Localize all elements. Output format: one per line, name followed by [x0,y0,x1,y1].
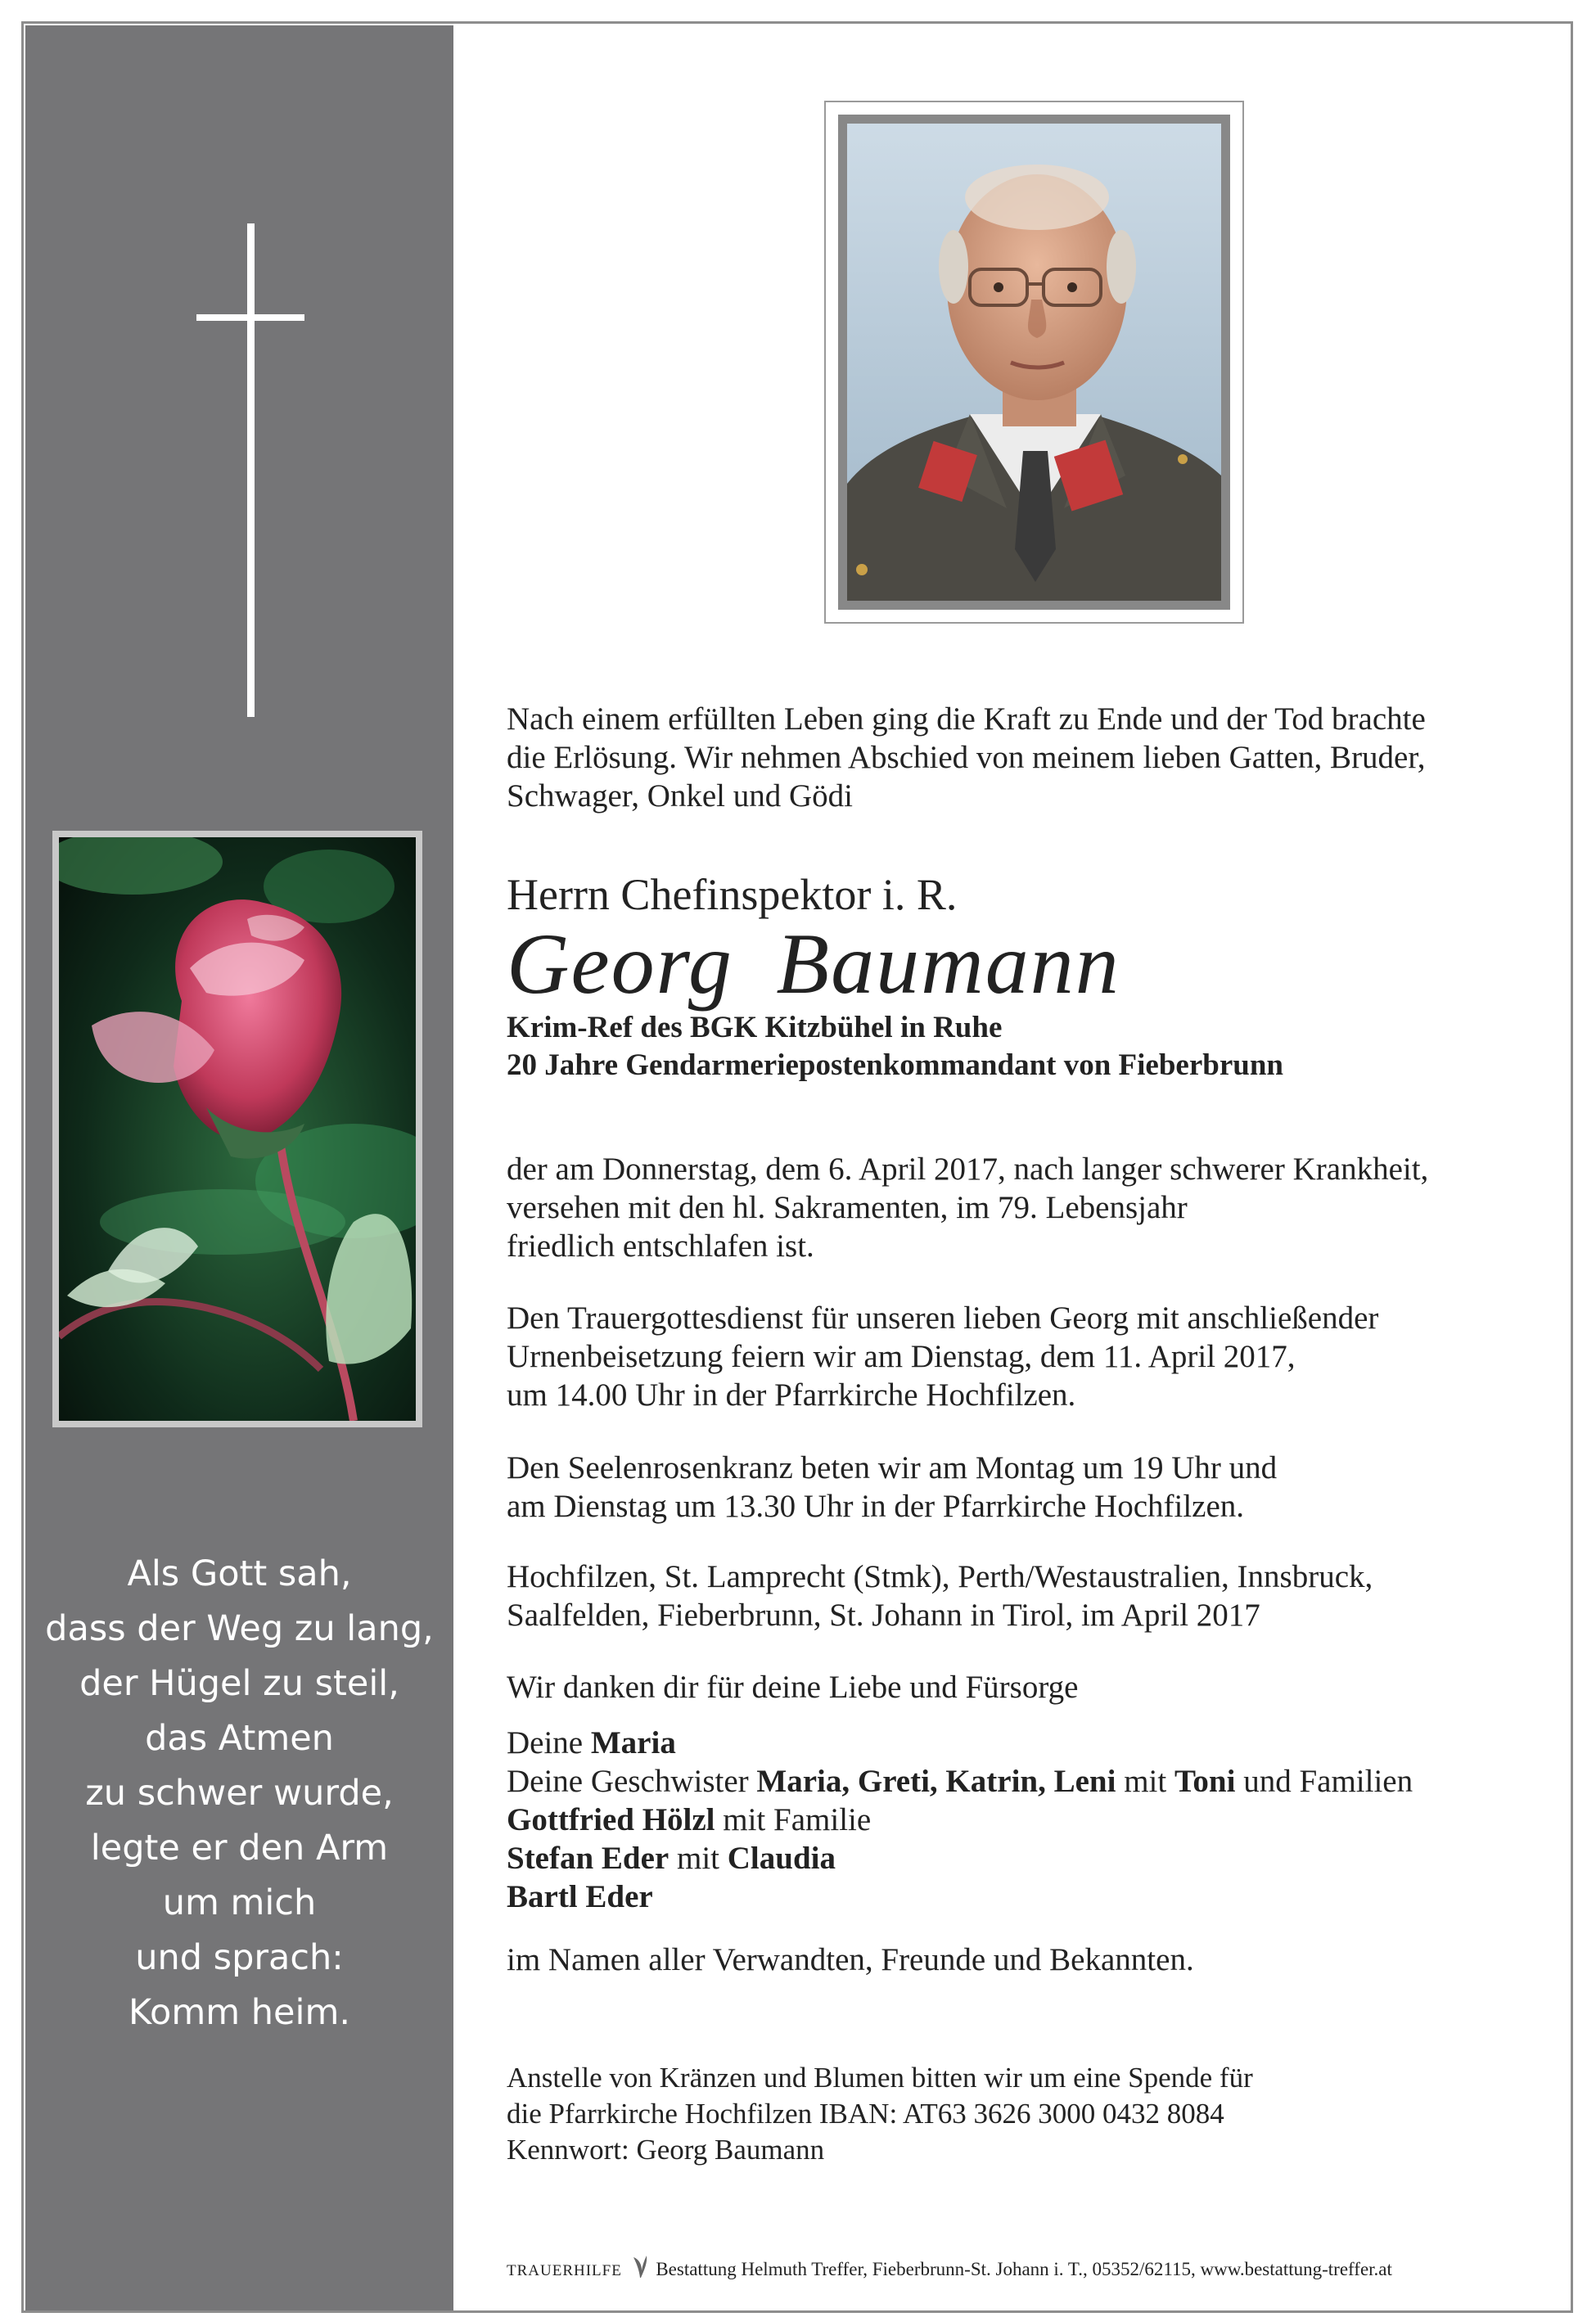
donation-line: Kennwort: Georg Baumann [507,2134,825,2166]
rosary-line: Den Seelenrosenkranz beten wir am Montag um 19 Uhr und [507,1450,1278,1485]
mourner-joiner: mit [1116,1764,1174,1799]
mourner-line [507,1839,1554,1877]
poem-line: um mich [162,1882,317,1923]
cross-horizontal [196,314,304,321]
rose-illustration [59,837,416,1421]
mourner-line [507,1877,1554,1916]
footer [507,2254,1554,2284]
rank-line: Krim-Ref des BGK Kitzbühel in Ruhe [507,1011,1003,1044]
closing-line [507,1941,1554,1979]
rosary-paragraph [507,1449,1554,1526]
poem-line: der Hügel zu steil, [79,1663,399,1704]
death-line: der am Donnerstag, dem 6. April 2017, nach langer schwerer Krankheit, [507,1152,1429,1187]
places-paragraph [507,1557,1554,1634]
mourner-suffix: mit Familie [715,1802,872,1837]
poem-line: und sprach: [135,1937,344,1978]
footer-brand: TRAUERHILFE [507,2262,622,2279]
mourner-name: Maria, Greti, Katrin, Leni [756,1764,1116,1799]
mourner-name: Maria [590,1725,676,1760]
deceased-block [507,870,1554,1084]
donation-line: die Pfarrkirche Hochfilzen IBAN: AT63 3626 3000 0432 8084 [507,2098,1224,2130]
places-line: Hochfilzen, St. Lamprecht (Stmk), Perth/Westaustralien, Innsbruck, [507,1559,1373,1594]
poem-line: das Atmen [145,1718,334,1759]
mourner-name: Bartl Eder [507,1879,653,1914]
portrait-frame [824,101,1244,624]
cross-vertical [247,223,255,717]
rose-image [52,831,422,1427]
intro-line: die Erlösung. Wir nehmen Abschied von meinem lieben Gatten, Bruder, [507,740,1426,775]
poem-line: legte er den Arm [90,1828,389,1868]
rank-line: 20 Jahre Gendarmeriepostenkommandant von Fieberbrunn [507,1048,1284,1082]
mourner-joiner: mit [669,1841,728,1876]
mourner-name: Stefan Eder [507,1841,670,1876]
service-line: Urnenbeisetzung feiern wir am Dienstag, dem 11. April 2017, [507,1339,1296,1374]
poem [25,1547,453,2040]
death-paragraph [507,1150,1554,1265]
thanks-line [507,1668,1554,1706]
mourner-prefix: Deine [507,1725,591,1760]
intro-paragraph [507,700,1554,815]
service-paragraph [507,1299,1554,1414]
mourner-name: Toni [1174,1764,1236,1799]
mourner-name: Gottfried Hölzl [507,1802,715,1837]
service-line: Den Trauergottesdienst für unseren lieben Georg mit anschließender [507,1300,1379,1336]
title-prefix: Herrn Chefinspektor i. R. [507,870,958,919]
donation-line: Anstelle von Kränzen und Blumen bitten wir um eine Spende für [507,2062,1253,2094]
places-line: Saalfelden, Fieberbrunn, St. Johann in Tirol, im April 2017 [507,1598,1260,1633]
mourner-line [507,1762,1554,1801]
footer-text: Bestattung Helmuth Treffer, Fieberbrunn-St. Johann i. T., 05352/62115, www.bestattung-treffer.at [656,2259,1392,2279]
mourners-list [507,1724,1554,1916]
death-line: friedlich entschlafen ist. [507,1228,814,1264]
mourner-line [507,1724,1554,1762]
mourner-name: Claudia [727,1841,836,1876]
poem-line: dass der Weg zu lang, [45,1608,434,1649]
poem-line: Komm heim. [128,1992,351,2033]
mourner-suffix: und Familien [1235,1764,1413,1799]
portrait-photo [838,115,1230,610]
donation-paragraph [507,2060,1554,2168]
poem-line: zu schwer wurde, [85,1773,394,1814]
deceased-name: Georg Baumann [507,916,1120,1012]
death-line: versehen mit den hl. Sakramenten, im 79. Lebensjahr [507,1190,1188,1225]
portrait-illustration [847,124,1221,601]
thanks-text: Wir danken dir für deine Liebe und Fürsorge [507,1670,1079,1705]
mourner-prefix: Deine Geschwister [507,1764,757,1799]
mourner-line [507,1801,1554,1839]
intro-line: Nach einem erfüllten Leben ging die Kraft zu Ende und der Tod brachte [507,701,1426,737]
service-line: um 14.00 Uhr in der Pfarrkirche Hochfilzen. [507,1377,1076,1413]
closing-text: im Namen aller Verwandten, Freunde und Bekannten. [507,1942,1194,1977]
rosary-line: am Dienstag um 13.30 Uhr in der Pfarrkirche Hochfilzen. [507,1489,1245,1524]
poem-line: Als Gott sah, [127,1553,352,1594]
leaf-icon [632,2254,648,2284]
intro-line: Schwager, Onkel und Gödi [507,778,854,814]
